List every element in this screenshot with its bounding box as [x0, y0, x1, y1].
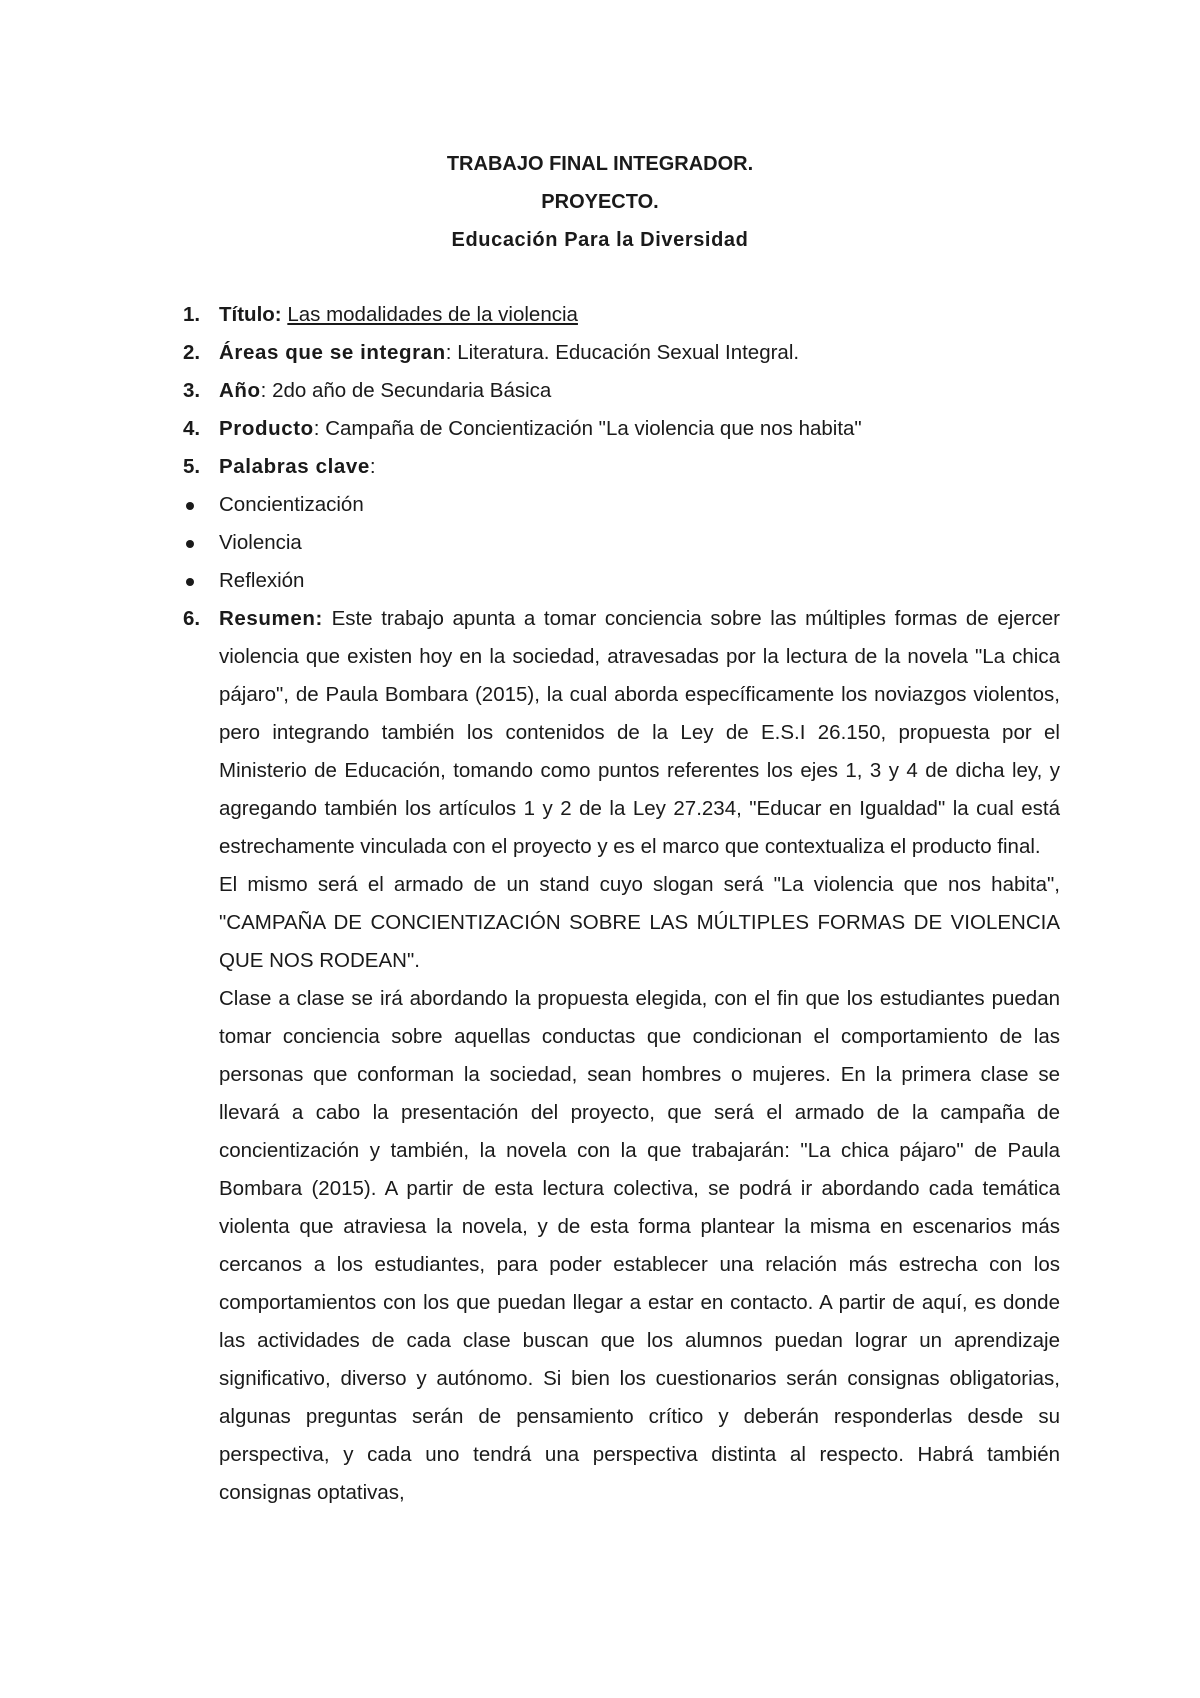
list-item-producto [183, 410, 1060, 448]
item-value: Campaña de Concientización "La violencia que nos habita" [325, 417, 862, 440]
item-label: Año [219, 379, 261, 402]
item-label: Áreas que se integran [219, 341, 446, 364]
bullet-icon [186, 540, 194, 548]
resumen-paragraph-3: Clase a clase se irá abordando la propuesta elegida, con el fin que los estudiantes puedan tomar conciencia sobre aquellas conductas que condicionan el comportamiento de las personas que conforman la sociedad, sean hombres o mujeres. En la primera clase se llevará a cabo la presentación del proyecto, que será el armado de la campaña de concientización y también, la novela con la que trabajarán: "La chica pájaro" de Paula Bombara (2015). A partir de esta lectura colectiva, se podrá ir abordando cada temática violenta que atraviesa la novela, y de esta forma plantear la misma en escenarios más cercanos a los estudiantes, para poder establecer una relación más estrecha con los comportamientos con los que puedan llegar a estar en contacto. A partir de aquí, es donde las actividades de cada clase buscan que los alumnos puedan lograr un aprendizaje significativo, diverso y autónomo. Si bien los cuestionarios serán consignas obligatorias, algunas preguntas serán de pensamiento crítico y deberán responderlas desde su perspectiva, y cada uno tendrá una perspectiva distinta al respecto. Habrá también consignas optativas, [219, 987, 1060, 1504]
list-number: 3. [183, 379, 201, 402]
item-label: Título: [219, 303, 282, 326]
document-subtitle-diversidad: Educación Para la Diversidad [451, 229, 749, 251]
list-number: 5. [183, 455, 201, 478]
item-value: 2do año de Secundaria Básica [272, 379, 552, 402]
list-item-ano [183, 372, 1060, 410]
resumen-paragraph-1: Este trabajo apunta a tomar conciencia sobre las múltiples formas de ejercer violencia que existen hoy en la sociedad, atravesadas por la lectura de la novela "La chica pájaro", de Paula Bombara (2015), la cual aborda específicamente los noviazgos violentos, pero integrando también los contenidos de la Ley de E.S.I 26.150, propuesta por el Ministerio de Educación, tomando como puntos referentes los ejes 1, 3 y 4 de dicha ley, y agregando también los artículos 1 y 2 de la Ley 27.234, "Educar en Igualdad" la cual está estrechamente vinculada con el proyecto y es el marco que contextualiza el producto final. [219, 607, 1060, 858]
list-number: 2. [183, 341, 201, 364]
document-subtitle-proyecto: PROYECTO. [541, 191, 659, 213]
item-separator: : [369, 455, 376, 478]
list-number: 6. [183, 607, 201, 630]
keyword-text: Concientización [219, 493, 364, 516]
list-number: 4. [183, 417, 201, 440]
list-item-resumen [183, 600, 1060, 866]
keyword-item [183, 524, 1060, 562]
document-body [183, 296, 1060, 1512]
item-value: Las modalidades de la violencia [287, 303, 578, 326]
item-label: Resumen: [219, 607, 323, 630]
document-header [0, 145, 1200, 259]
list-item-titulo [183, 296, 1060, 334]
keyword-text: Reflexión [219, 569, 305, 592]
document-title: TRABAJO FINAL INTEGRADOR. [446, 153, 754, 175]
bullet-icon [186, 502, 194, 510]
keyword-text: Violencia [219, 531, 302, 554]
resumen-paragraph-2: El mismo será el armado de un stand cuyo slogan será "La violencia que nos habita", "CAMPAÑA DE CONCIENTIZACIÓN SOBRE LAS MÚLTIPLES FORMAS DE VIOLENCIA QUE NOS RODEAN". [219, 873, 1060, 972]
keyword-item [183, 486, 1060, 524]
list-number: 1. [183, 303, 201, 326]
item-label: Palabras clave [219, 455, 370, 478]
item-value: Literatura. Educación Sexual Integral. [457, 341, 800, 364]
keyword-item [183, 562, 1060, 600]
item-separator: : [313, 417, 326, 440]
list-item-palabras-clave [183, 448, 1060, 486]
item-label: Producto [219, 417, 314, 440]
item-separator: : [260, 379, 273, 402]
item-separator: : [445, 341, 458, 364]
bullet-icon [186, 578, 194, 586]
list-item-areas [183, 334, 1060, 372]
